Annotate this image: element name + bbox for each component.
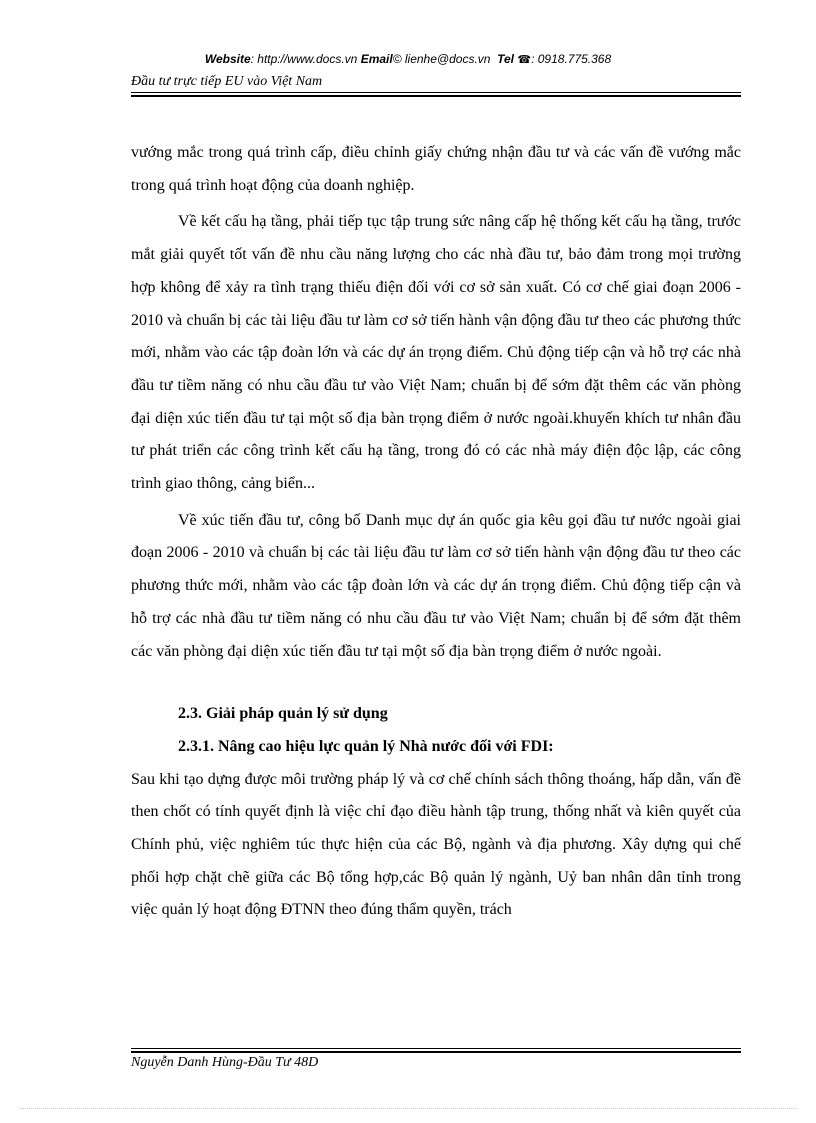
email-address: lienhe@docs.vn bbox=[401, 52, 491, 66]
website-header bbox=[0, 52, 816, 66]
footer-author: Nguyễn Danh Hùng-Đầu Tư 48D bbox=[131, 1055, 319, 1070]
website-label: Website bbox=[204, 52, 251, 66]
paragraph-continued: vướng mắc trong quá trình cấp, điều chỉnh giấy chứng nhận đầu tư và các vấn đề vướng mắc trong quá trình hoạt động của doanh nghiệp. bbox=[131, 144, 741, 194]
header-rule bbox=[131, 92, 741, 97]
subsection-heading: 2.3.1. Nâng cao hiệu lực quản lý Nhà nước đối với FDI: bbox=[178, 737, 554, 755]
section-heading: 2.3. Giải pháp quản lý sử dụng bbox=[178, 705, 388, 723]
email-label: Email bbox=[360, 52, 393, 66]
paragraph-infrastructure: Về kết cấu hạ tầng, phải tiếp tục tập trung sức nâng cấp hệ thống kết cấu hạ tầng, trước mắt giải quyết tốt vấn đề nhu cầu năng lượng cho các nhà đầu tư, bảo đảm trong mọi trường hợp không để xảy ra tình trạng thiếu điện đối với cơ sở sản xuất. Có cơ chế giai đoạn 2006 - 2010 và chuẩn bị các tài liệu đầu tư làm cơ sở tiến hành vận động đầu tư theo các phương thức mới, nhằm vào các tập đoàn lớn và các dự án trọng điểm. Chủ động tiếp cận và hỗ trợ các nhà đầu tư tiềm năng có nhu cầu đầu tư vào Việt Nam; chuẩn bị để sớm đặt thêm các văn phòng đại diện xúc tiến đầu tư tại một số địa bàn trọng điểm ở nước ngoài.khuyến khích tư nhân đầu tư phát triển các công trình kết cấu hạ tầng, trong đó có các nhà máy điện độc lập, các công trình giao thông, cảng biển... bbox=[131, 213, 741, 493]
website-url: : http://www.docs.vn bbox=[250, 52, 358, 66]
paragraph-investment-promotion: Về xúc tiến đầu tư, công bố Danh mục dự án quốc gia kêu gọi đầu tư nước ngoài giai đoạn 2006 - 2010 và chuẩn bị các tài liệu đầu tư làm cơ sở tiến hành vận động đầu tư theo các phương thức mới, nhằm vào các tập đoàn lớn và các dự án trọng điểm. Chủ động tiếp cận và hỗ trợ các nhà đầu tư tiềm năng có nhu cầu đầu tư vào Việt Nam; chuẩn bị để sớm đặt thêm các văn phòng đại diện xúc tiến đầu tư tại một số địa bàn trọng điểm ở nước ngoài. bbox=[131, 511, 741, 660]
tel-number: : 0918.775.368 bbox=[531, 52, 612, 66]
spacer bbox=[131, 668, 741, 698]
phone-icon: ☎ bbox=[517, 54, 532, 66]
tel-label: Tel bbox=[497, 52, 515, 66]
document-body bbox=[131, 137, 741, 927]
email-icon: © bbox=[392, 52, 402, 66]
document-title: Đầu tư trực tiếp EU vào Việt Nam bbox=[131, 74, 323, 89]
paragraph-management: Sau khi tạo dựng được môi trường pháp lý và cơ chế chính sách thông thoáng, hấp dẫn, vấn đề then chốt có tính quyết định là việc chỉ đạo điều hành tập trung, thống nhất và kiên quyết của Chính phủ, việc nghiêm túc thực hiện của các Bộ, ngành và địa phương. Xây dựng qui chế phối hợp chặt chẽ giữa các Bộ tổng hợp,các Bộ quản lý ngành, Uỷ ban nhân dân tỉnh trong việc quản lý hoạt động ĐTNN theo đúng thẩm quyền, trách bbox=[131, 770, 741, 919]
footer-rule bbox=[131, 1048, 741, 1053]
page-bottom-dotted-line bbox=[20, 1108, 796, 1109]
